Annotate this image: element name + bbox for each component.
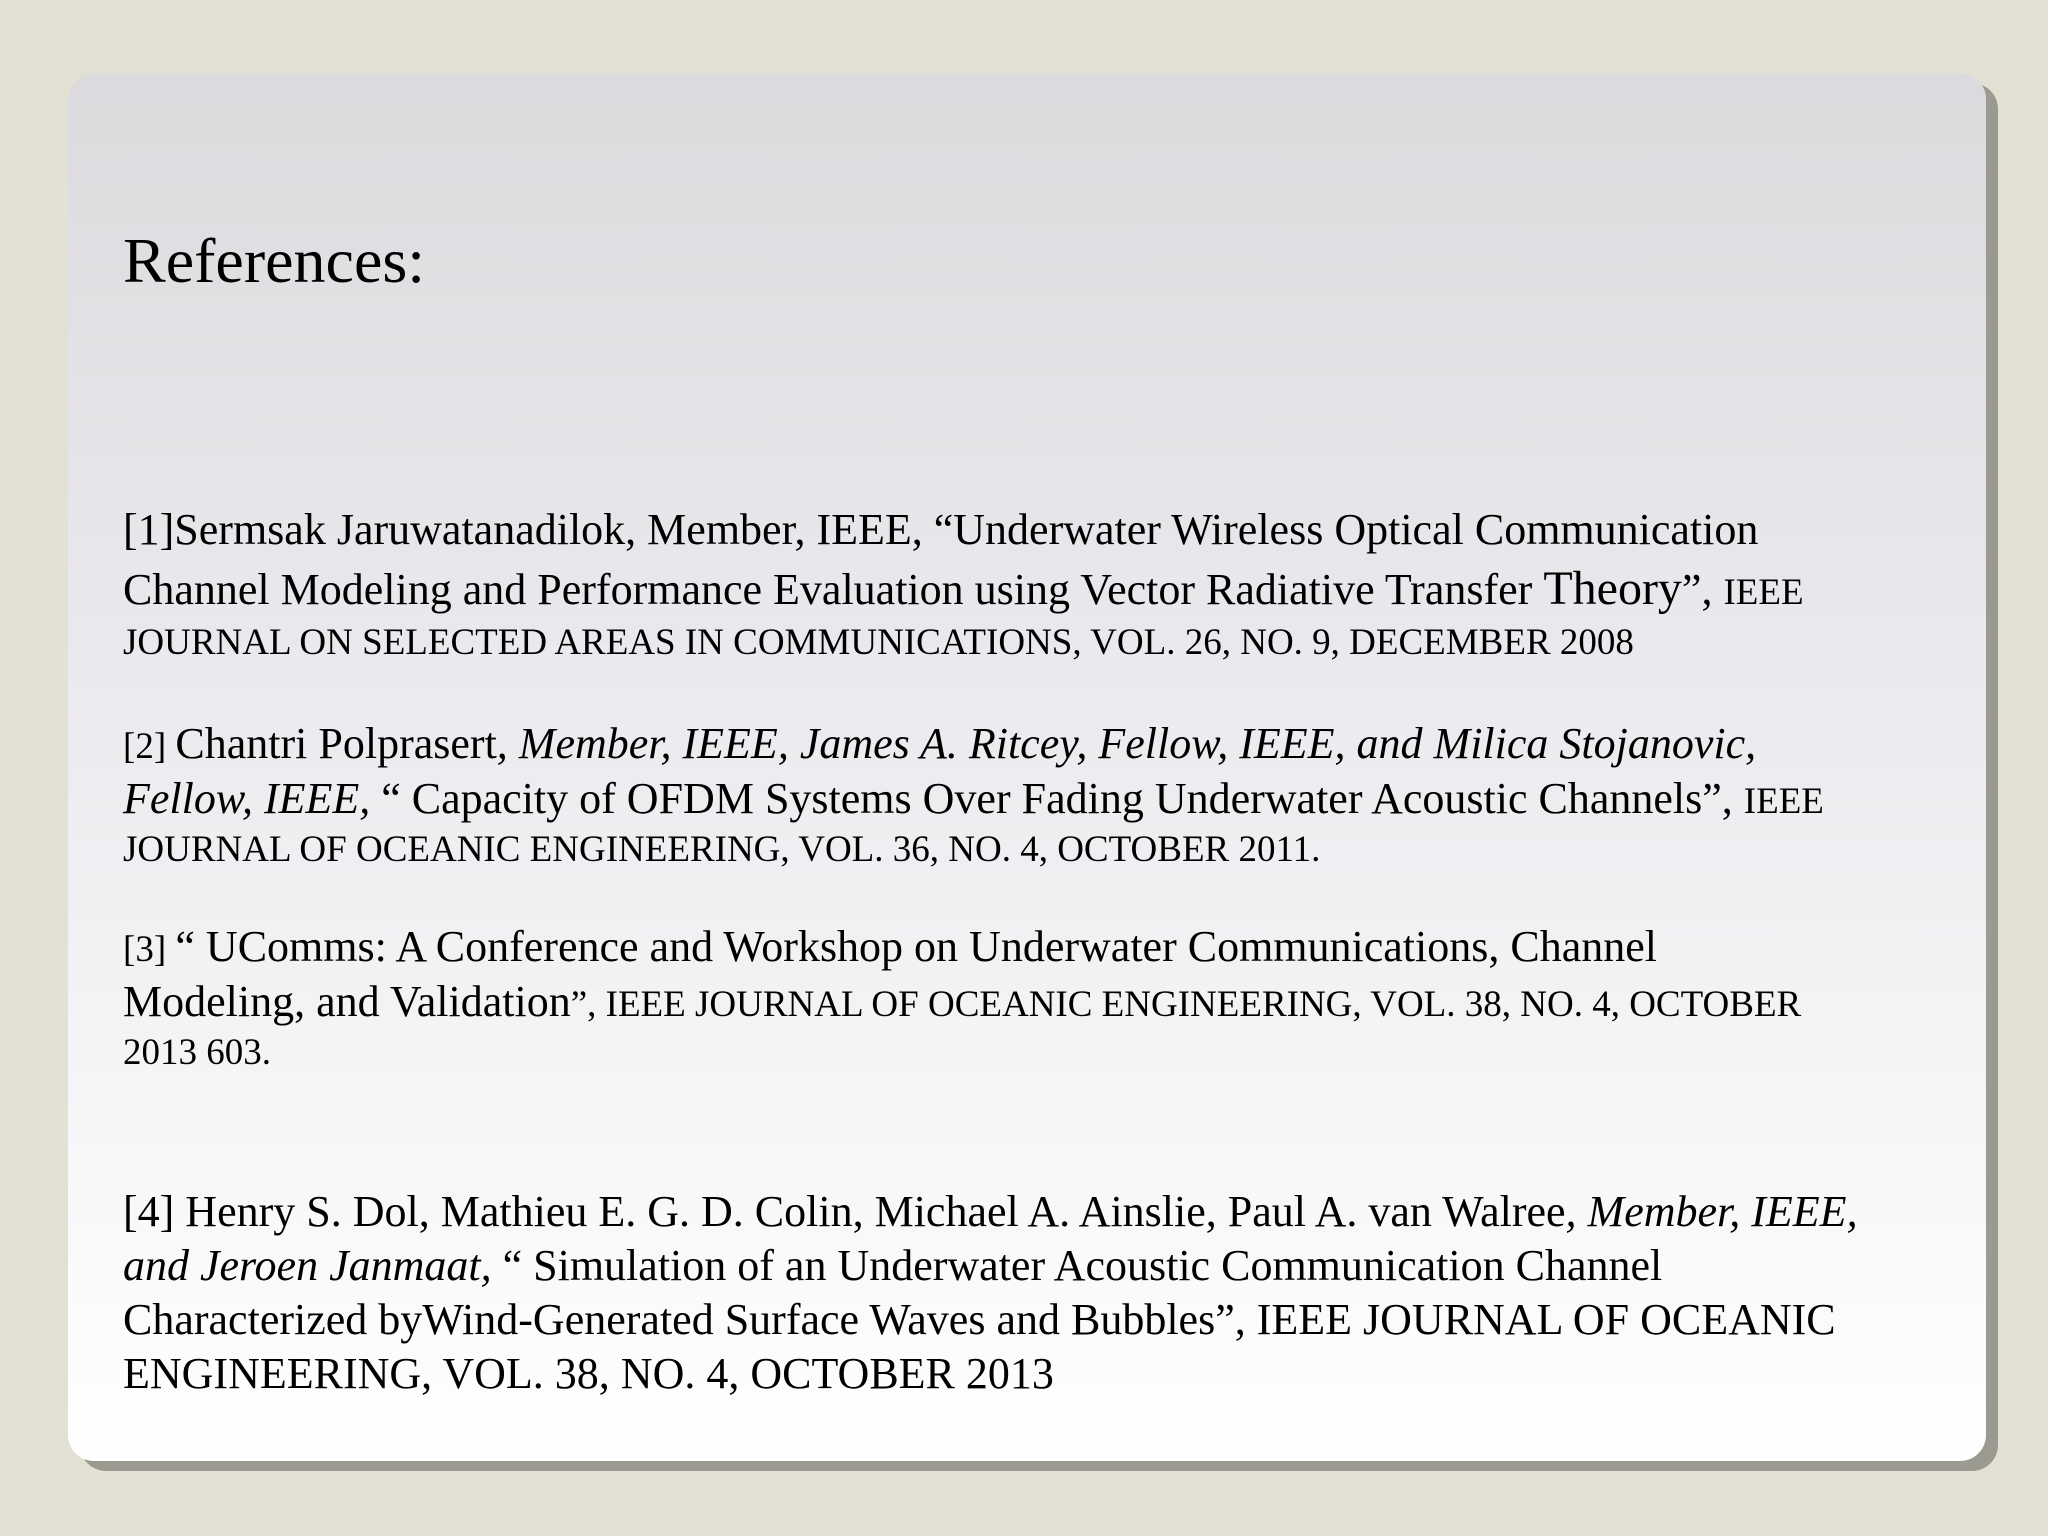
reference-journal: JOURNAL OF OCEANIC ENGINEERING, VOL. 36, NO. 4, OCTOBER 2011.	[123, 829, 1321, 870]
reference-text: “ Simulation of an Underwater Acoustic Communication Channel	[491, 1241, 1663, 1290]
reference-text: [4] Henry S. Dol, Mathieu E. G. D. Colin, Michael A. Ainslie, Paul A. van Walree	[123, 1187, 1566, 1236]
reference-number: [3]	[123, 929, 176, 970]
reference-1-line-1	[123, 501, 1953, 559]
reference-2-line-3	[123, 826, 1953, 874]
reference-text: ENGINEERING, VOL. 38, NO. 4, OCTOBER 2013	[123, 1349, 1054, 1398]
page-title: References:	[123, 225, 426, 296]
reference-2	[123, 716, 1953, 874]
reference-3-line-3	[123, 1029, 1953, 1077]
reference-author: Chantri Polprasert	[175, 719, 497, 768]
reference-1-line-2	[123, 559, 1953, 619]
reference-text: [1]Sermsak Jaruwatanadilok, Member, IEEE, “Underwater Wireless Optical Communication	[123, 505, 1759, 554]
reference-text: Channel Modeling and Performance Evaluation using Vector Radiative Transfer	[123, 565, 1544, 614]
reference-4-line-1	[123, 1185, 1953, 1239]
reference-3-line-1	[123, 919, 1953, 974]
reference-3	[123, 919, 1953, 1077]
reference-journal: 2013 603.	[123, 1032, 271, 1073]
slide	[68, 73, 1986, 1461]
reference-text: Theory	[1543, 562, 1682, 615]
reference-3-line-2	[123, 974, 1953, 1029]
reference-4-line-2	[123, 1239, 1953, 1293]
reference-authors-italic: and Jeroen Janmaat,	[123, 1241, 492, 1290]
reference-4-line-3	[123, 1293, 1953, 1347]
reference-2-line-2	[123, 771, 1953, 826]
reference-text: Modeling, and Validation	[123, 977, 571, 1026]
reference-4	[123, 1185, 1953, 1401]
reference-journal: ”, IEEE JOURNAL OF OCEANIC ENGINEERING, VOL. 38, NO. 4, OCTOBER	[570, 984, 1802, 1025]
reference-journal: IEEE	[1723, 572, 1804, 613]
reference-text: ”,	[1681, 565, 1724, 614]
reference-authors-italic: Fellow, IEEE,	[123, 774, 371, 823]
reference-journal: IEEE	[1743, 781, 1824, 822]
reference-text: “ Capacity of OFDM Systems Over Fading Underwater Acoustic Channels”,	[370, 774, 1744, 823]
reference-4-line-4	[123, 1347, 1953, 1401]
reference-authors-italic: , Member, IEEE, James A. Ritcey, Fellow, IEEE, and Milica Stojanovic,	[496, 719, 1757, 768]
reference-text: “ UComms: A Conference and Workshop on Underwater Communications, Channel	[175, 922, 1658, 971]
reference-2-line-1	[123, 716, 1953, 771]
reference-number: [2]	[123, 726, 176, 767]
reference-authors-italic: , Member, IEEE,	[1565, 1187, 1858, 1236]
reference-journal: JOURNAL ON SELECTED AREAS IN COMMUNICATIONS, VOL. 26, NO. 9, DECEMBER 2008	[123, 622, 1634, 663]
reference-1-line-3	[123, 619, 1953, 667]
reference-text: Characterized byWind-Generated Surface Waves and Bubbles”, IEEE JOURNAL OF OCEANIC	[123, 1295, 1836, 1344]
reference-1	[123, 501, 1953, 667]
